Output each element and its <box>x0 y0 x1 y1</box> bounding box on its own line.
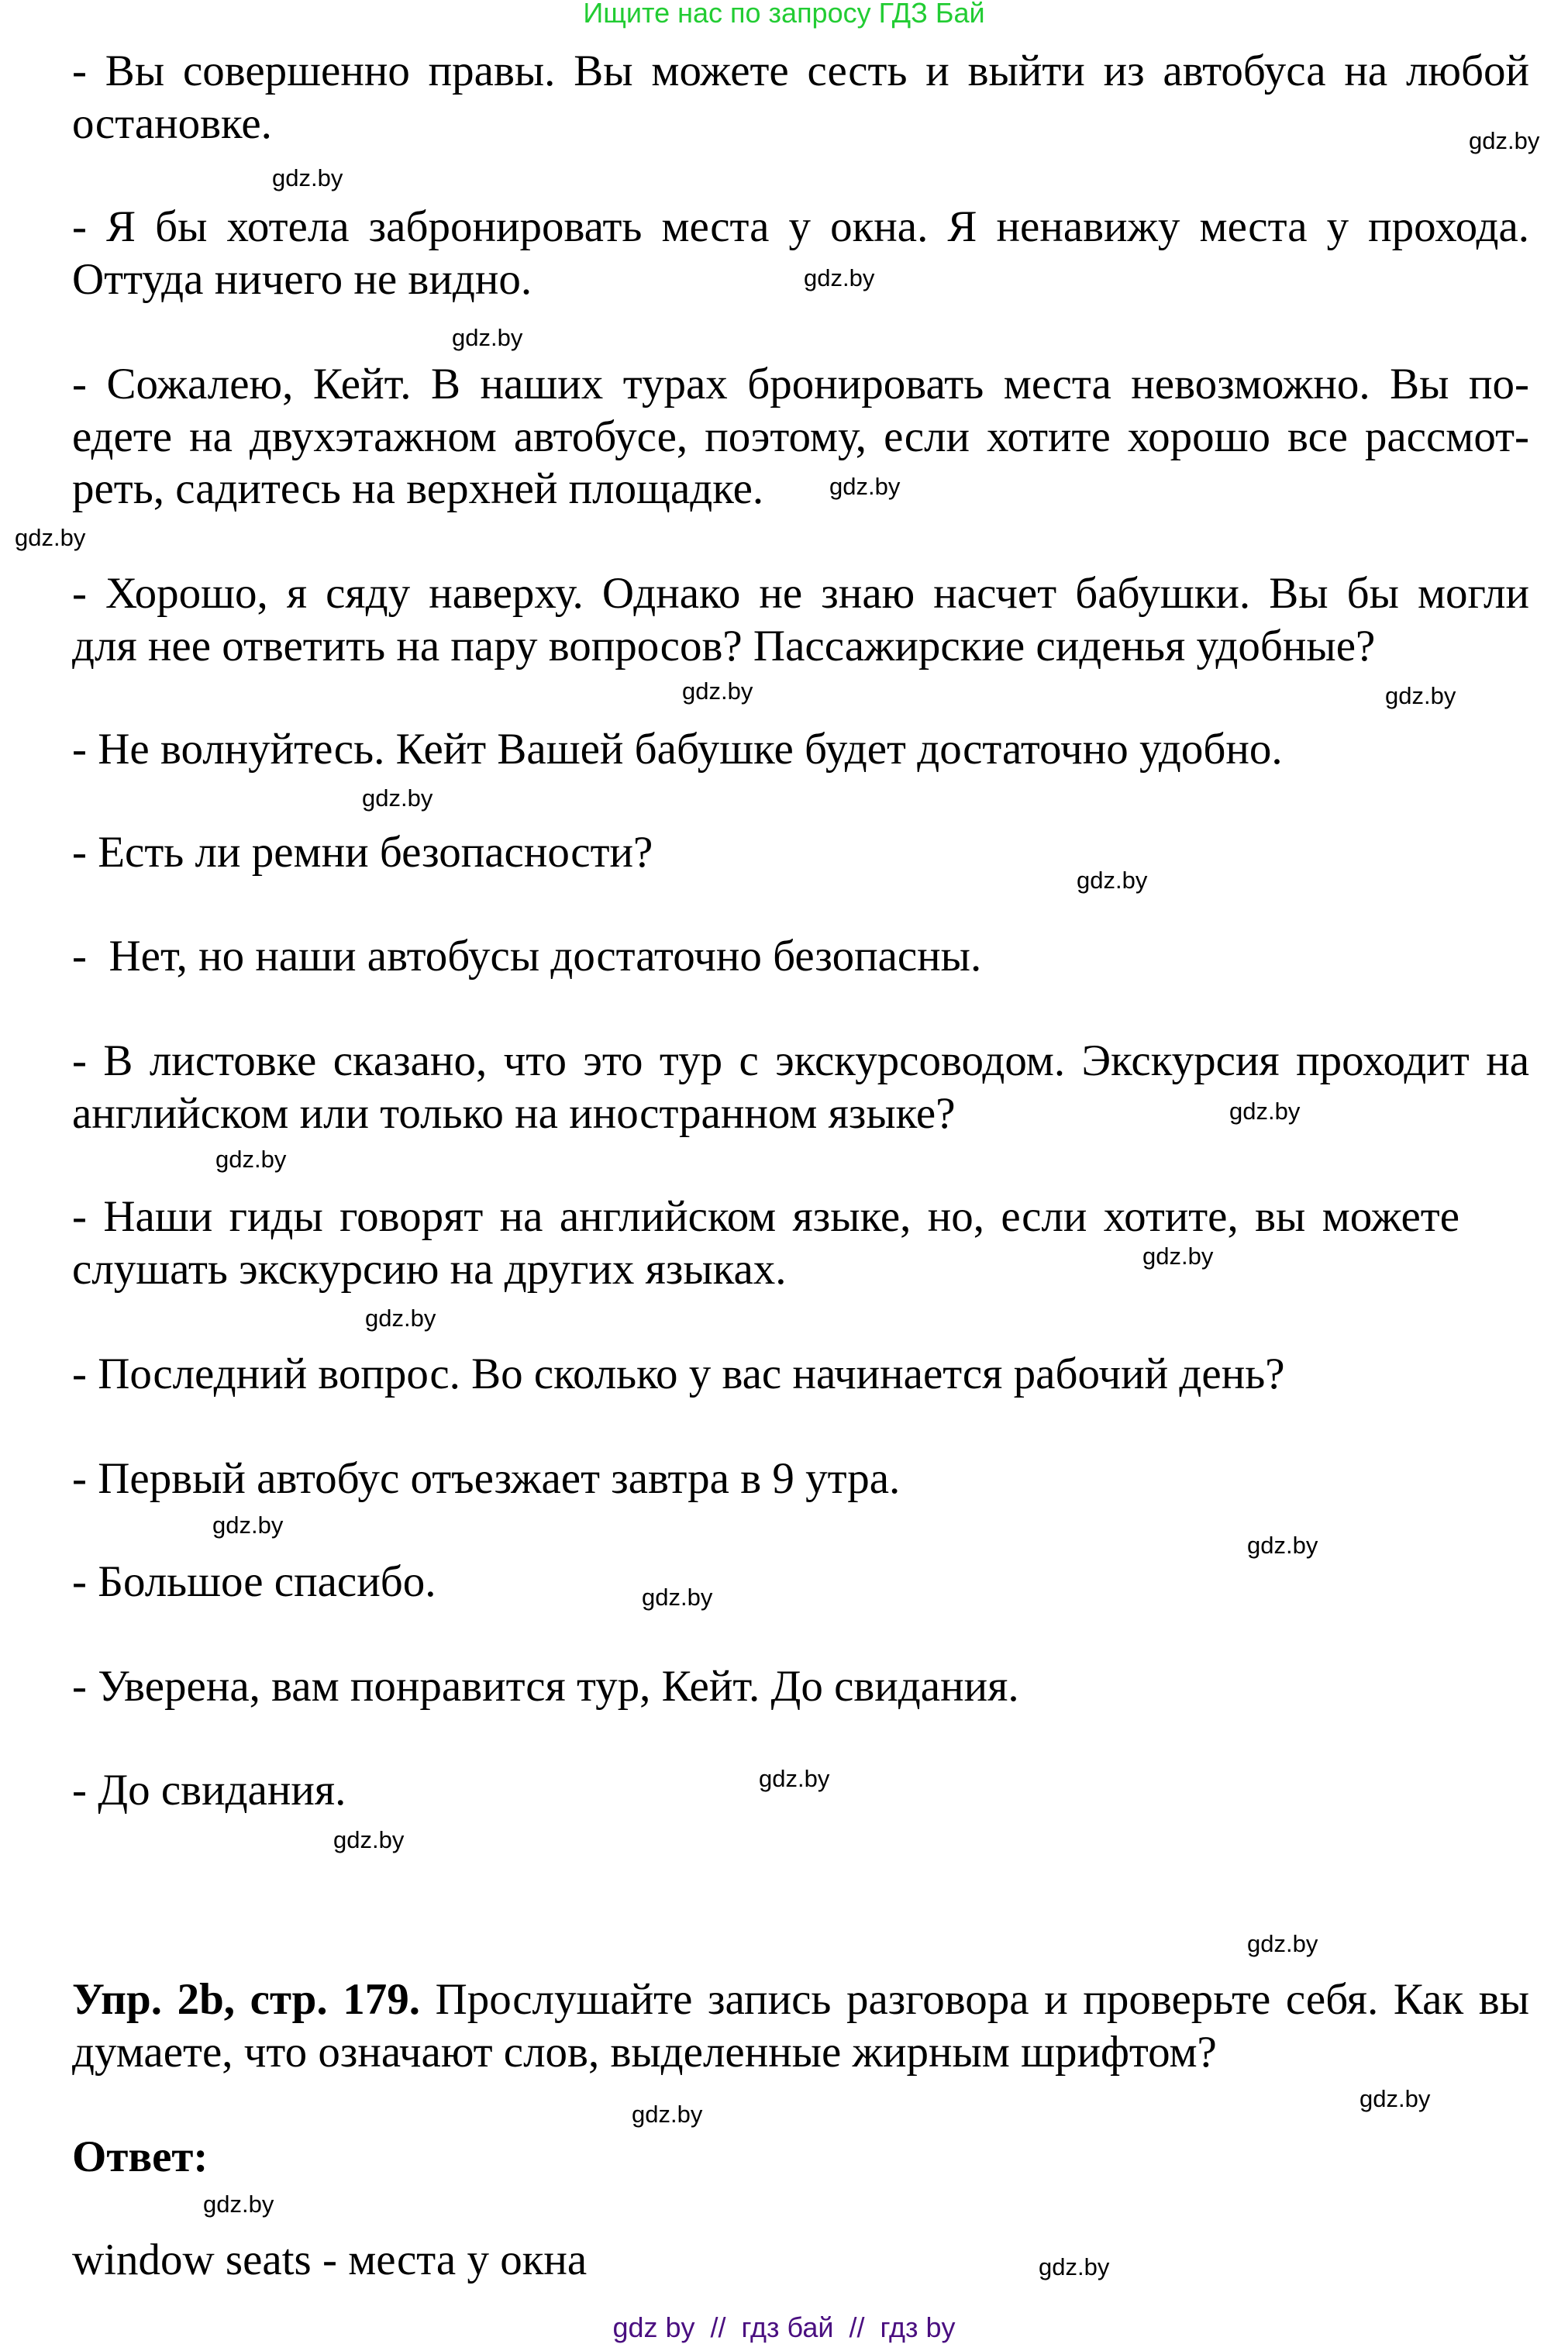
watermark: gdz.by <box>1077 867 1148 894</box>
dialogue-line-4 <box>72 567 1529 672</box>
watermark: gdz.by <box>1247 1930 1318 1957</box>
watermark: gdz.by <box>452 324 523 351</box>
text-line: - Хорошо, я сяду наверху. Однако не знаю насчет бабушки. Вы бы могли <box>72 569 1529 618</box>
watermark: gdz.by <box>1142 1243 1214 1270</box>
text-line: остановке. <box>72 98 272 148</box>
watermark: gdz.by <box>1229 1098 1301 1125</box>
text-line: - До свидания. <box>72 1766 346 1815</box>
text-line: - Уверена, вам понравится тур, Кейт. До свидания. <box>72 1662 1019 1711</box>
text-line: Ответ: <box>72 2132 208 2181</box>
watermark: gdz.by <box>642 1584 713 1611</box>
watermark: gdz.by <box>203 2191 274 2218</box>
dialogue-line-6 <box>72 826 1529 879</box>
text-line: думаете, что означают слов, выделенные жирным шрифтом? <box>72 2027 1217 2077</box>
dialogue-line-1 <box>72 45 1529 150</box>
watermark: gdz.by <box>682 677 753 705</box>
watermark: gdz.by <box>215 1146 287 1173</box>
watermark: gdz.by <box>632 2101 703 2128</box>
exercise-text: Прослушайте запись разговора и проверьте себя. Как вы <box>420 1975 1529 2024</box>
text-line: - В листовке сказано, что это тур с экскурсоводом. Экскурсия проходит на <box>72 1036 1529 1085</box>
text-line: - Сожалею, Кейт. В наших турах бронировать места невозможно. Вы по- <box>72 360 1529 408</box>
text-line: - Я бы хотела забронировать места у окна. Я ненавижу места у прохода. <box>72 202 1529 251</box>
text-line: английском или только на иностранном языке? <box>72 1088 956 1138</box>
dialogue-line-10 <box>72 1348 1529 1401</box>
text-line: - Наши гиды говорят на английском языке, но, если хотите, вы можете <box>72 1192 1459 1241</box>
dialogue-line-3 <box>72 358 1529 515</box>
watermark: gdz.by <box>1385 682 1456 709</box>
watermark: gdz.by <box>1039 2253 1110 2280</box>
text-line: - Первый автобус отъезжает завтра в 9 утра. <box>72 1454 901 1503</box>
watermark: gdz.by <box>365 1305 436 1332</box>
watermark: gdz.by <box>759 1765 830 1792</box>
text-line: Оттуда ничего не видно. <box>72 254 532 304</box>
watermark: gdz.by <box>212 1512 284 1539</box>
text-line: - Большое спасибо. <box>72 1557 436 1606</box>
watermark: gdz.by <box>362 784 433 812</box>
watermark: gdz.by <box>15 524 86 551</box>
text-line: едете на двухэтажном автобусе, поэтому, если хотите хорошо все рассмот- <box>72 412 1529 461</box>
answer-text <box>72 2234 1529 2287</box>
watermark: gdz.by <box>272 164 343 191</box>
watermark: gdz.by <box>804 264 875 291</box>
dialogue-line-9 <box>72 1191 1459 1295</box>
exercise-label: Упр. 2b, стр. 179. <box>72 1975 420 2024</box>
text-line: window seats - места у окна <box>72 2235 588 2284</box>
exercise-task <box>72 1973 1529 2078</box>
text-line: для нее ответить на пару вопросов? Пассажирские сиденья удобные? <box>72 621 1376 670</box>
watermark: gdz.by <box>1247 1532 1318 1559</box>
dialogue-line-11 <box>72 1453 1529 1505</box>
dialogue-line-12 <box>72 1556 1529 1608</box>
watermark: gdz.by <box>1469 127 1540 154</box>
text-line: - Есть ли ремни безопасности? <box>72 828 653 877</box>
dialogue-line-2 <box>72 201 1529 305</box>
watermark: gdz.by <box>1360 2085 1431 2112</box>
dialogue-line-13 <box>72 1660 1529 1713</box>
text-line: - Вы совершенно правы. Вы можете сесть и выйти из автобуса на любой <box>72 47 1529 95</box>
footer-links: gdz by // гдз бай // гдз by <box>612 2311 956 2343</box>
search-banner: Ищите нас по запросу ГДЗ Бай <box>583 0 985 29</box>
dialogue-line-5 <box>72 723 1529 776</box>
text-line: реть, садитесь на верхней площадке. <box>72 464 764 514</box>
text-line: - Последний вопрос. Во сколько у вас начинается рабочий день? <box>72 1350 1285 1398</box>
text-line: - Не волнуйтесь. Кейт Вашей бабушке будет достаточно удобно. <box>72 725 1283 774</box>
text-line <box>72 1973 1529 2026</box>
text-line: слушать экскурсию на других языках. <box>72 1244 787 1294</box>
text-line: - Нет, но наши автобусы достаточно безопасны. <box>72 932 982 981</box>
answer-label <box>72 2131 1529 2184</box>
watermark: gdz.by <box>829 473 901 500</box>
watermark: gdz.by <box>333 1826 405 1853</box>
dialogue-line-8 <box>72 1035 1529 1139</box>
dialogue-line-7 <box>72 930 1529 983</box>
